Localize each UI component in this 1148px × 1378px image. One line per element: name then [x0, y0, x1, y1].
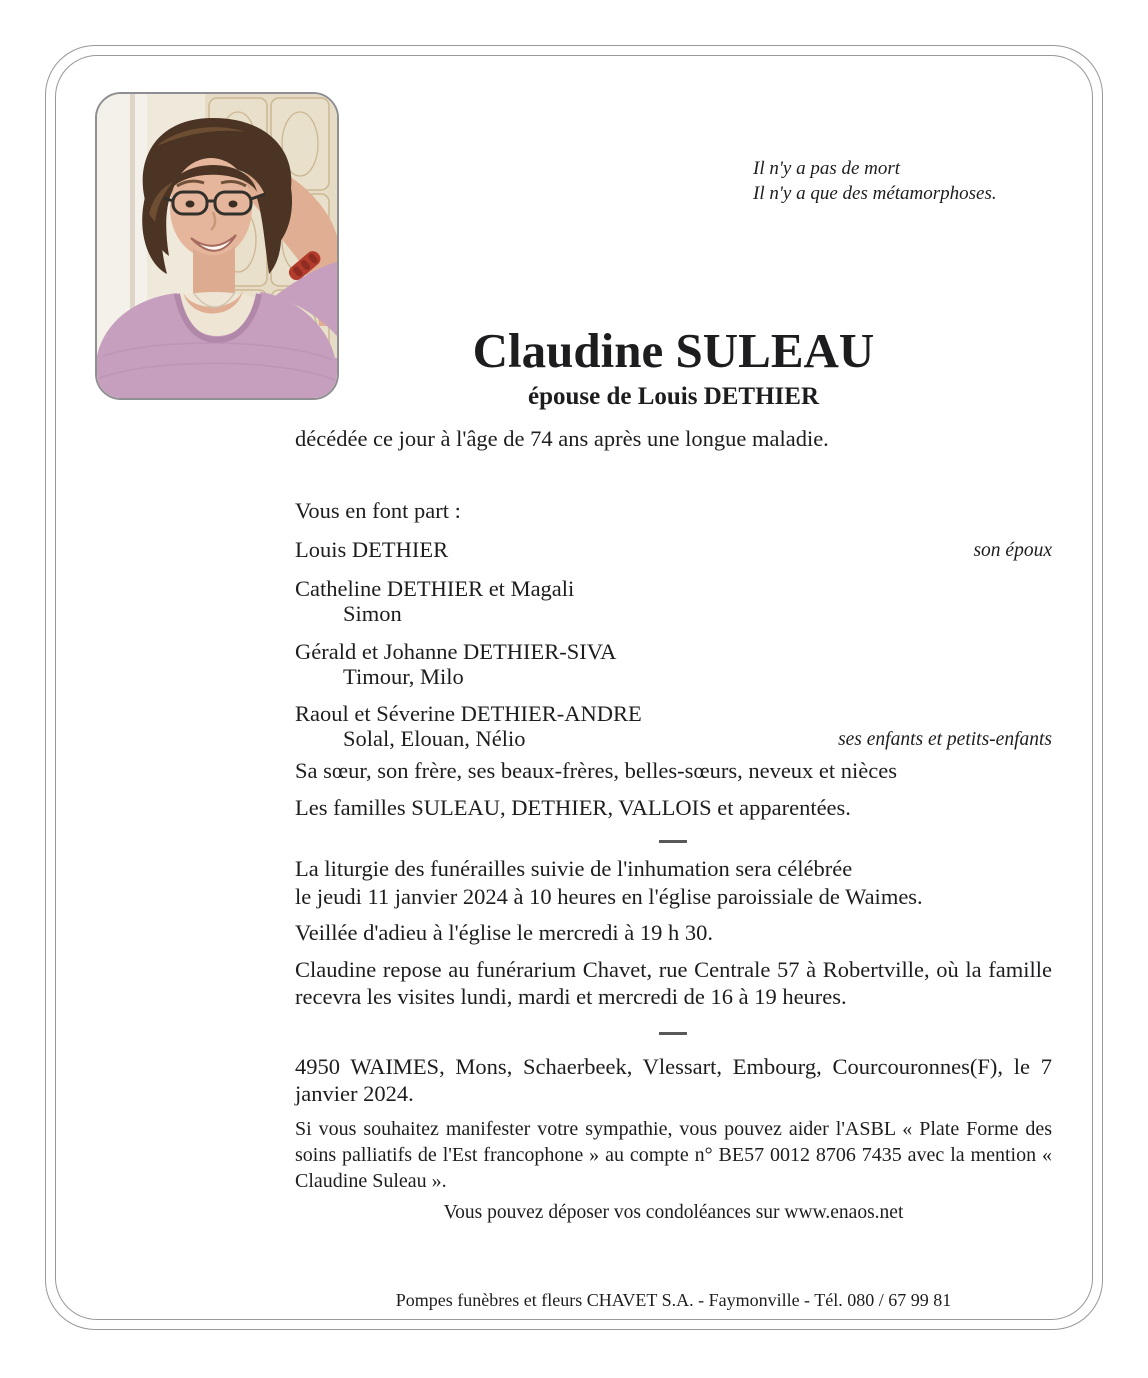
- mourner-names: Louis DETHIER: [295, 537, 449, 562]
- epigraph: [753, 156, 997, 206]
- cities-date-paragraph: 4950 WAIMES, Mons, Schaerbeek, Vlessart, Embourg, Courcouronnes(F), le 7 janvier 2024.: [295, 1054, 1052, 1106]
- charity-paragraph: Si vous souhaitez manifester votre sympathie, vous pouvez aider l'ASBL « Plate Forme des soins palliatifs de l'Est francophone » au compte n° BE57 0012 8706 7435 avec la mention « Claudine Suleau ».: [295, 1118, 1052, 1192]
- mourner-group: [295, 576, 1052, 626]
- deceased-relation: épouse de Louis DETHIER: [527, 383, 820, 410]
- mourner-role-children: ses enfants et petits-enfants: [838, 729, 1052, 750]
- mourner-children: Solal, Elouan, Nélio: [343, 726, 526, 751]
- condolences-line: Vous pouvez déposer vos condoléances sur www.enaos.net: [443, 1202, 904, 1223]
- mourner-names: Raoul et Séverine DETHIER-ANDRE: [295, 701, 642, 726]
- vigil-line: Veillée d'adieu à l'église le mercredi à 19 h 30.: [295, 920, 713, 945]
- mourner-children: Simon: [343, 601, 402, 626]
- liturgy-paragraph: [295, 855, 1052, 911]
- families-line: Les familles SULEAU, DETHIER, VALLOIS et apparentées.: [295, 795, 851, 820]
- death-notice: décédée ce jour à l'âge de 74 ans après une longue maladie.: [295, 426, 829, 451]
- deceased-name: Claudine SULEAU: [472, 323, 875, 378]
- epigraph-line2: Il n'y a que des métamorphoses.: [753, 183, 997, 204]
- funeral-home-footer: Pompes funèbres et fleurs CHAVET S.A. - Faymonville - Tél. 080 / 67 99 81: [395, 1290, 952, 1310]
- liturgy-line1: La liturgie des funérailles suivie de l'inhumation sera célébrée: [295, 856, 853, 881]
- mourner-names: Gérald et Johanne DETHIER-SIVA: [295, 639, 617, 664]
- section-divider: [659, 840, 687, 843]
- epigraph-line1: Il n'y a pas de mort: [753, 158, 901, 179]
- repose-paragraph: Claudine repose au funérarium Chavet, rue Centrale 57 à Robertville, où la famille recevra les visites lundi, mardi et mercredi de 16 à 19 heures.: [295, 957, 1052, 1009]
- mourner-names: Catheline DETHIER et Magali: [295, 576, 575, 601]
- mourner-group: [295, 639, 1052, 689]
- announcement-intro: Vous en font part :: [295, 498, 461, 523]
- mourner-children: Timour, Milo: [343, 664, 464, 689]
- liturgy-line2: le jeudi 11 janvier 2024 à 10 heures en l'église paroissiale de Waimes.: [295, 884, 923, 909]
- mourner-role-spouse: son époux: [973, 540, 1052, 561]
- section-divider: [659, 1032, 687, 1035]
- relatives-line: Sa sœur, son frère, ses beaux-frères, belles-sœurs, neveux et nièces: [295, 758, 898, 783]
